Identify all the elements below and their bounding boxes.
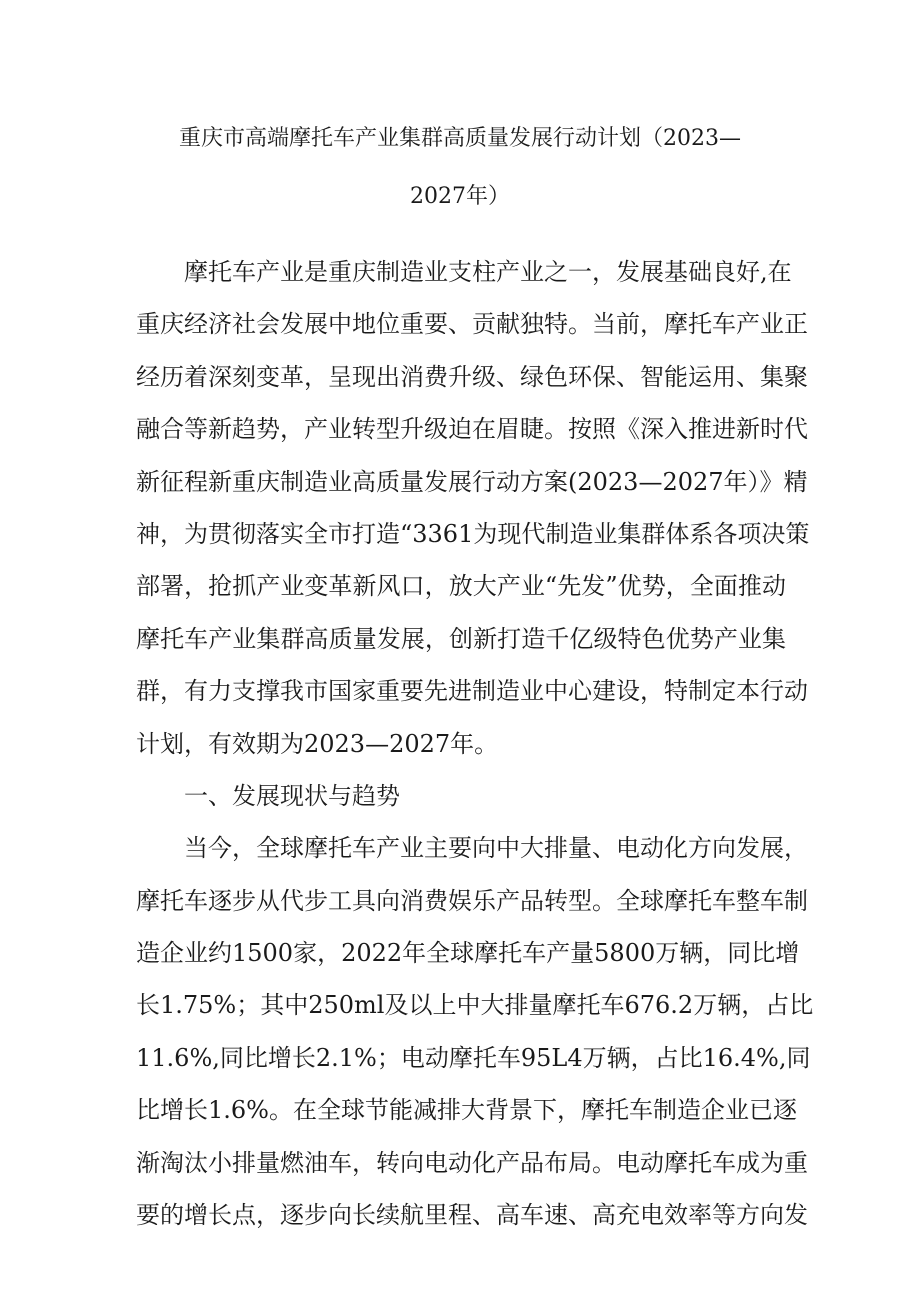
paragraph-line: 当今，全球摩托车产业主要向中大排量、电动化方向发展， [184,834,808,863]
paragraph-line: 比增长1.6%。在全球节能减排大背景下，摩托车制造企业已逐 [136,1096,797,1125]
paragraph-line: 计划，有效期为2023—2027年。 [136,729,499,758]
paragraph-line: 群，有力支撑我市国家重要先进制造业中心建设，特制定本行动 [136,677,808,706]
title-line-1: 重庆市高端摩托车产业集群高质量发展行动计划（2023— [179,126,741,151]
paragraph-line: 摩托车产业是重庆制造业支柱产业之一，发展基础良好,在 [184,258,792,286]
paragraph-line: 重庆经济社会发展中地位重要、贡献独特。当前，摩托车产业正 [136,310,808,339]
paragraph-line: 11.6%,同比增长2.1%；电动摩托车95L4万辆，占比16.4%,同 [136,1043,811,1072]
paragraph-line: 神，为贯彻落实全市打造“3361为现代制造业集群体系各项决策 [136,519,810,548]
document-title [120,110,800,226]
paragraph-line: 融合等新趋势，产业转型升级迫在眉睫。按照《深入推进新时代 [136,415,808,444]
paragraph-line: 要的增长点，逐步向长续航里程、高车速、高充电效率等方向发 [136,1201,808,1230]
paragraph-intro [136,246,810,770]
paragraph-line: 摩托车逐步从代步工具向消费娱乐产品转型。全球摩托车整车制 [136,886,808,915]
paragraph-line: 经历着深刻变革，呈现出消费升级、绿色环保、智能运用、集聚 [136,362,808,391]
paragraph-line: 造企业约1500家，2022年全球摩托车产量5800万辆，同比增 [136,939,800,968]
paragraph-line: 部署，抢抓产业变革新风口，放大产业“先发”优势，全面推动 [136,572,786,601]
paragraph-line: 渐淘汰小排量燃油车，转向电动化产品布局。电动摩托车成为重 [136,1148,808,1177]
paragraph-line: 摩托车产业集群高质量发展，创新打造千亿级特色优势产业集 [136,624,786,653]
section-heading: 一、发展现状与趋势 [184,781,400,810]
paragraph-status [136,822,814,1241]
document-body [136,246,814,1241]
paragraph-line: 新征程新重庆制造业高质量发展行动方案(2023—2027年）》精 [136,467,808,496]
paragraph-line: 长1.75%；其中250ml及以上中大排量摩托车676.2万辆，占比 [136,991,814,1020]
title-line-2: 2027年） [410,184,510,209]
